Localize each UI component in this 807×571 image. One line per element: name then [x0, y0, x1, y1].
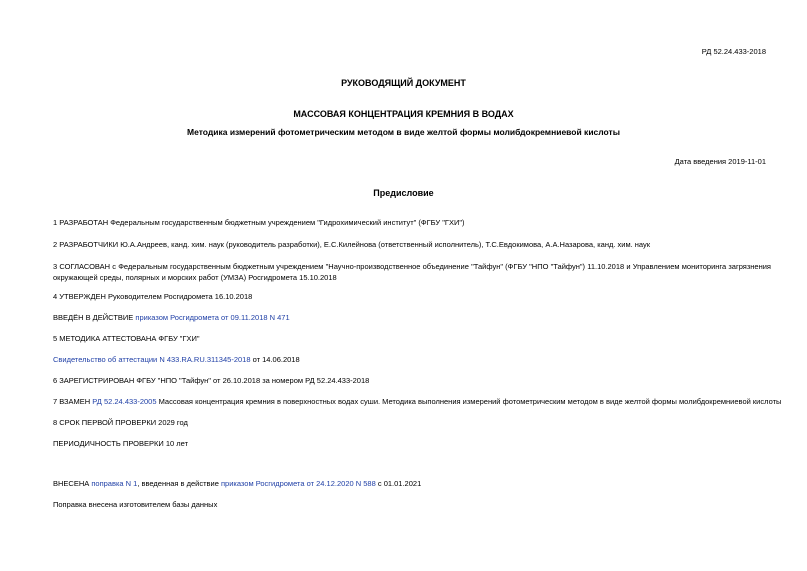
amendment-effective-date: с 01.01.2021: [375, 479, 422, 488]
paragraph-certificate: [53, 355, 300, 364]
enacted-label: ВВЕДЁН В ДЕЙСТВИЕ: [53, 313, 136, 322]
replaces-label: 7 ВЗАМЕН: [53, 397, 93, 406]
paragraph-amendment: [53, 479, 421, 488]
paragraph-replaces: [53, 397, 781, 406]
paragraph-first-review: 8 СРОК ПЕРВОЙ ПРОВЕРКИ 2029 год: [53, 418, 188, 427]
document-method-title: Методика измерений фотометрическим методом в виде желтой формы молибдокремниевой кислоты: [187, 127, 620, 137]
amendment-order-link[interactable]: приказом Росгидромета от 24.12.2020 N 588: [220, 479, 376, 488]
amendment-mid-text: , введенная в действие: [137, 479, 221, 488]
document-type-title: РУКОВОДЯЩИЙ ДОКУМЕНТ: [341, 78, 466, 88]
paragraph-agreed: 3 СОГЛАСОВАН с Федеральным государственным бюджетным учреждением "Научно-производственное объединение "Тайфун" (ФГБУ "НПО "Тайфун") 11.10.2018 и Управлением мониторинга загрязнения окружающей среды, полярных и морских работ (УМЗА) Росгидромета 15.10.2018: [53, 262, 771, 282]
preface-heading: Предисловие: [373, 188, 434, 198]
paragraph-developers: 2 РАЗРАБОТЧИКИ Ю.А.Андреев, канд. хим. наук (руководитель разработки), Е.С.Килейнова (ответственный исполнитель), Т.С.Евдокимова, А.А.Назарова, канд. хим. наук: [53, 240, 651, 249]
document-code: РД 52.24.433-2018: [701, 47, 766, 56]
paragraph-review-period: ПЕРИОДИЧНОСТЬ ПРОВЕРКИ 10 лет: [53, 439, 188, 448]
paragraph-registered: 6 ЗАРЕГИСТРИРОВАН ФГБУ "НПО "Тайфун" от 26.10.2018 за номером РД 52.24.433-2018: [53, 376, 370, 385]
enacted-order-link[interactable]: приказом Росгидромета от 09.11.2018 N 471: [135, 313, 290, 322]
document-subject-title: МАССОВАЯ КОНЦЕНТРАЦИЯ КРЕМНИЯ В ВОДАХ: [293, 109, 514, 119]
amendment-label: ВНЕСЕНА: [53, 479, 92, 488]
paragraph-enacted: [53, 313, 290, 322]
paragraph-developed: 1 РАЗРАБОТАН Федеральным государственным бюджетным учреждением "Гидрохимический институт" (ФГБУ "ГХИ"): [53, 218, 465, 227]
paragraph-note: Поправка внесена изготовителем базы данных: [53, 500, 218, 509]
paragraph-approved: 4 УТВЕРЖДЕН Руководителем Росгидромета 16.10.2018: [53, 292, 253, 301]
paragraph-certified: 5 МЕТОДИКА АТТЕСТОВАНА ФГБУ "ГХИ": [53, 334, 200, 343]
effective-date: Дата введения 2019-11-01: [674, 157, 766, 166]
certificate-link[interactable]: Свидетельство об аттестации N 433.RA.RU.311345-2018: [53, 355, 251, 364]
certificate-date: от 14.06.2018: [250, 355, 300, 364]
amendment-link[interactable]: поправка N 1: [91, 479, 138, 488]
replaced-document-title: Массовая концентрация кремния в поверхностных водах суши. Методика выполнения измерений фотометрическим методом в виде желтой формы молибдокремниевой кислоты: [156, 397, 782, 406]
replaced-document-link[interactable]: РД 52.24.433-2005: [92, 397, 157, 406]
